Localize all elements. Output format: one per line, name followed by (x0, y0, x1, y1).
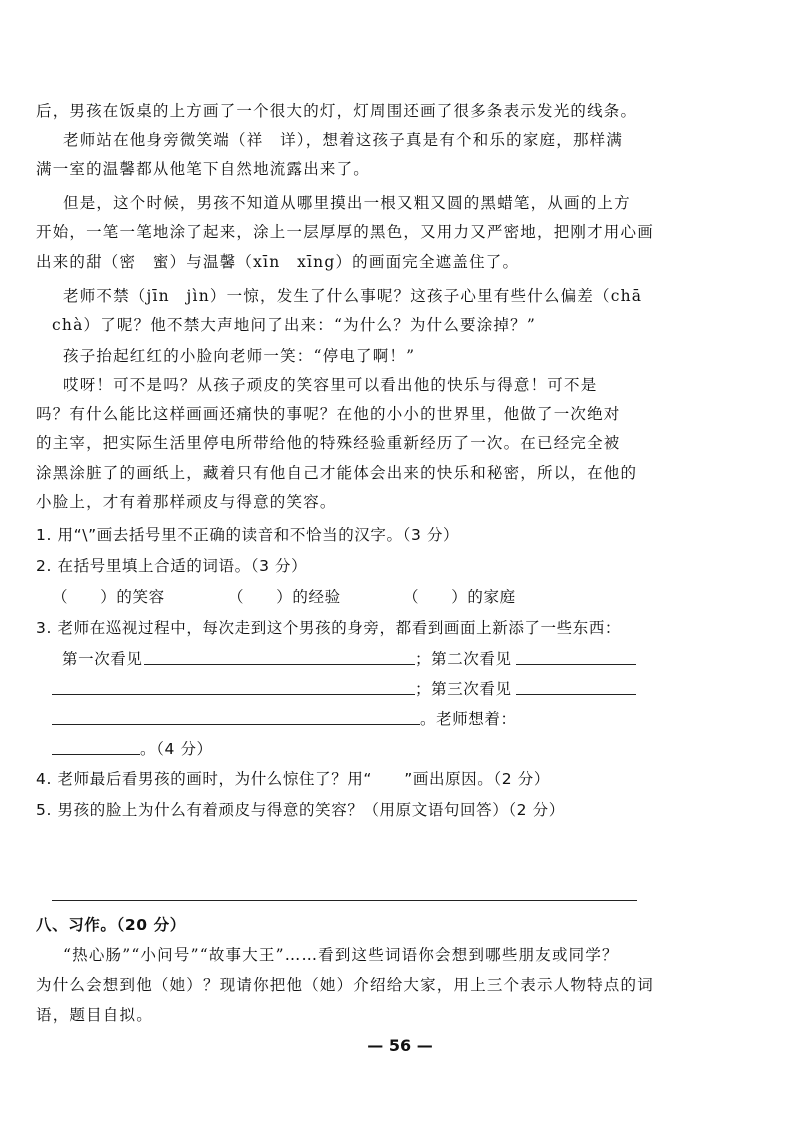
story-line: 的主宰，把实际生活里停电所带给他的特殊经验重新经历了一次。在已经完全被 (36, 434, 621, 452)
story-line: 满一室的温馨都从他笔下自然地流露出来了。 (36, 160, 371, 178)
question-5: 5. 男孩的脸上为什么有着顽皮与得意的笑容？（用原文语句回答）（2 分） (36, 801, 565, 819)
q3-third-label: ；第三次看见 (415, 680, 512, 698)
q2-item: （ ）的笑容 (52, 588, 165, 606)
essay-prompt-line: “热心肠”“小问号”“故事大王”……看到这些词语你会想到哪些朋友或同学？ (63, 946, 619, 964)
q3-first-blank[interactable] (144, 664, 415, 665)
story-line: 老师不禁（jīn jìn）一惊，发生了什么事呢？这孩子心里有些什么偏差（chā (63, 287, 643, 305)
story-line: 孩子抬起红红的小脸向老师一笑：“停电了啊！” (63, 347, 416, 365)
story-line: 老师站在他身旁微笑端（祥 详），想着这孩子真是有个和乐的家庭，那样满 (63, 131, 624, 149)
story-line: 开始，一笔一笔地涂了起来，涂上一层厚厚的黑色，又用力又严密地，把刚才用心画 (36, 223, 654, 241)
q3-third-blank-cont[interactable] (52, 724, 420, 725)
story-line: 小脸上，才有着那样顽皮与得意的笑容。 (36, 493, 337, 511)
q3-third-blank[interactable] (516, 694, 636, 695)
story-line: chà）了呢？他不禁大声地问了出来：“为什么？为什么要涂掉？” (52, 316, 536, 334)
q5-answer-line[interactable] (52, 900, 637, 901)
story-line: 吗？有什么能比这样画画还痛快的事呢？在他的小小的世界里，他做了一次绝对 (36, 405, 621, 423)
story-line: 但是，这个时候，男孩不知道从哪里摸出一根又粗又圆的黑蜡笔，从画的上方 (63, 194, 631, 212)
question-3: 3. 老师在巡视过程中，每次走到这个男孩的身旁，都看到画面上新添了一些东西： (36, 619, 622, 637)
story-line: 出来的甜（密 蜜）与温馨（xīn xīng）的画面完全遮盖住了。 (36, 253, 520, 271)
q2-item: （ ）的家庭 (403, 588, 516, 606)
q3-thought-label: 。老师想着： (420, 710, 517, 728)
story-line: 哎呀！可不是吗？从孩子顽皮的笑容里可以看出他的快乐与得意！可不是 (63, 376, 598, 394)
q2-item: （ ）的经验 (228, 588, 341, 606)
story-line: 涂黑涂脏了的画纸上，藏着只有他自己才能体会出来的快乐和秘密，所以，在他的 (36, 464, 638, 482)
page-number: — 56 — (367, 1036, 433, 1055)
q3-score: 。（4 分） (140, 740, 213, 758)
q3-second-blank[interactable] (516, 664, 636, 665)
essay-prompt-line: 为什么会想到他（她）？现请你把他（她）介绍给大家，用上三个表示人物特点的词 (36, 976, 654, 994)
question-4: 4. 老师最后看男孩的画时，为什么惊住了？用“ ”画出原因。（2 分） (36, 770, 550, 788)
question-2: 2. 在括号里填上合适的词语。（3 分） (36, 557, 308, 575)
q3-second-blank-cont[interactable] (52, 694, 415, 695)
q3-thought-blank[interactable] (52, 754, 140, 755)
q3-second-label: ；第二次看见 (415, 650, 512, 668)
section-8-heading: 八、习作。（20 分） (36, 916, 186, 934)
essay-prompt-line: 语，题目自拟。 (36, 1006, 153, 1024)
q3-first-label: 第一次看见 (62, 650, 143, 668)
story-line: 后，男孩在饭桌的上方画了一个很大的灯，灯周围还画了很多条表示发光的线条。 (36, 102, 638, 120)
question-1: 1. 用“\”画去括号里不正确的读音和不恰当的汉字。（3 分） (36, 526, 460, 544)
